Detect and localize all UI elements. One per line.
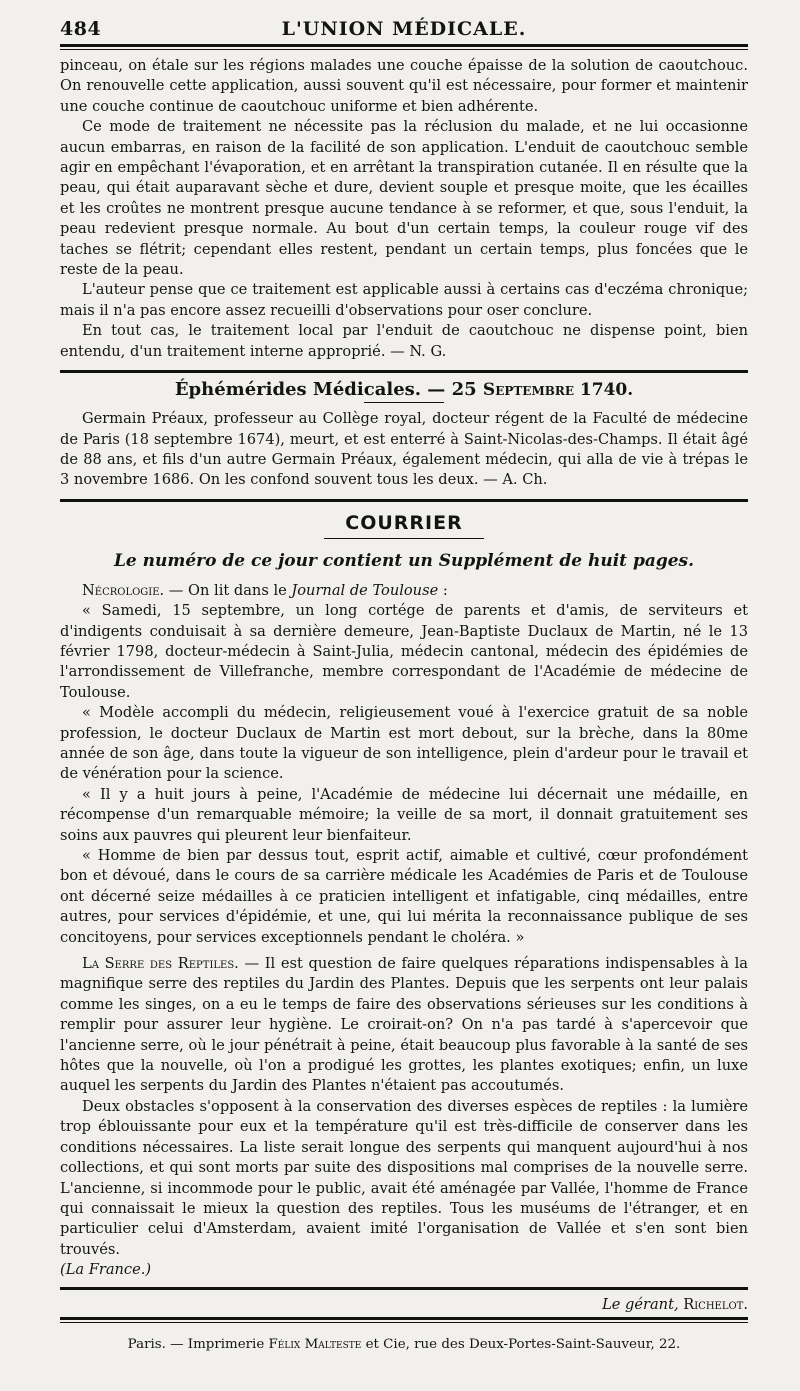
necrologie-lead: — On lit dans le: [164, 581, 292, 599]
imprint-printer: Félix Malteste: [268, 1336, 362, 1352]
serre-source-line: [60, 1260, 748, 1280]
supplement-notice: Le numéro de ce jour contient un Supplément de huit pages.: [113, 550, 695, 571]
section-rule-1: [60, 370, 748, 373]
page-number: 484: [60, 18, 102, 40]
intro-paragraph-1: pinceau, on étale sur les régions malades une couche épaisse de la solution de caoutchouc. On renouvelle cette application, aussi souvent qu'il est nécessaire, pour former et maintenir une couche continue de caoutchouc uniforme et bien adhérente.: [60, 57, 748, 115]
imprint-rest: et Cie, rue des Deux-Portes-Saint-Sauveur, 22.: [361, 1336, 681, 1352]
signature-label: Le gérant,: [602, 1295, 679, 1313]
signature: [60, 1296, 748, 1313]
ephemerides-short-rule: [364, 402, 444, 403]
ephemerides-title-date: Septembre 1740.: [482, 380, 634, 401]
serre-text: — Il est question de faire quelques réparations indispensables à la magnifique serre des reptiles du Jardin des Plantes. Depuis que les serpents ont leur palais comme les singes, on a eu le temps de faire des observations sérieuses sur les conditions à remplir pour assurer leur hygiène. Le croirait-on? On n'a pas tardé à s'apercevoir que l'ancienne serre, où le jour pénétrait à peine, était beaucoup plus favorable à la santé de ses hôtes que la nouvelle, où l'on a prodigué les grottes, les plantes exotiques; enfin, un luxe auquel les serpents du Jardin des Plantes n'étaient pas accoutumés.: [60, 955, 748, 1095]
intro-paragraph-4: En tout cas, le traitement local par l'enduit de caoutchouc ne dispense point, bien entendu, d'un traitement interne approprié. — N. G.: [60, 322, 748, 360]
serre-paragraph-2: [60, 1097, 748, 1260]
ephemerides-title-text: Éphémérides Médicales. — 25: [174, 379, 477, 401]
ephemerides-title: [60, 379, 748, 400]
journal-title: L'UNION MÉDICALE.: [281, 18, 527, 40]
section-rule-2: [60, 499, 748, 502]
section-rule-3: [60, 1287, 748, 1290]
necrologie-paragraph-4: « Homme de bien par dessus tout, esprit actif, aimable et cultivé, cœur profondément bon et dévoué, dans le cours de sa carrière médicale les Académies de Paris et de Toulouse ont décerné seize médailles à ce praticien intelligent et infatigable, cinq médailles, entre autres, pour services d'épidémie, et une, qui lui mérita la reconnaissance publique de ses concitoyens, pour services exceptionnels pendant le choléra. »: [60, 847, 748, 946]
necrologie-paragraph-2: « Modèle accompli du médecin, religieusement voué à l'exercice gratuit de sa noble profession, le docteur Duclaux de Martin est mort debout, sur la brèche, dans la 80me année de son âge, dans toute la vigueur de son intelligence, plein d'ardeur pour le travail et de vénération pour la science.: [60, 704, 748, 783]
serre-text-2: Deux obstacles s'opposent à la conservation des diverses espèces de reptiles : la lumière trop éblouissante pour eux et la température qu'il est très-difficile de conserver dans les conditions nécessaires. La liste serait longue des serpents qui manquent aujourd'hui à nos collections, et qui sont morts par suite des dispositions mal comprises de la nouvelle serre. L'ancienne, si incommode pour le public, avait été aménagée par Vallée, l'homme de France qui connaissait le mieux la question des reptiles. Tous les muséums de l'étranger, et en particulier celui d'Amsterdam, avaient imité l'organisation de Vallée et s'en sont bien trouvés.: [60, 1097, 748, 1258]
serre-section: [60, 954, 748, 1281]
necrologie-section: [60, 581, 748, 948]
necrologie-paragraph-3: « Il y a huit jours à peine, l'Académie de médecine lui décernait une médaille, en récompense d'un remarquable mémoire; la veille de sa mort, il donnait gratuitement ses soins aux pauvres qui pleurent leur bienfaiteur.: [60, 785, 748, 844]
signature-name: Richelot.: [683, 1295, 748, 1313]
footer-rule: [60, 1317, 748, 1323]
serre-source: (La France.): [60, 1261, 152, 1279]
necrologie-intro: [60, 581, 748, 601]
serre-paragraph-1: [60, 954, 748, 1097]
intro-paragraph-2: Ce mode de traitement ne nécessite pas la réclusion du malade, et ne lui occasionne aucun embarras, en raison de la facilité de son application. L'enduit de caoutchouc semble agir en empêchant l'évaporation, et en arrêtant la transpiration cutanée. Il en résulte que la peau, qui était auparavant sèche et dure, devient souple et presque moite, que les écailles et les croûtes ne montrent presque aucune tendance à se reformer, et que, sous l'enduit, la peau redevient presque normale. Au bout d'un certain temps, la couleur rouge vif des taches se flétrit; cependant elles restent, pendant un certain temps, plus foncées que le reste de la peau.: [60, 118, 748, 279]
necrologie-source: Journal de Toulouse: [291, 581, 439, 599]
necrologie-lead-end: :: [438, 581, 448, 599]
necrologie-label: Nécrologie.: [82, 581, 165, 599]
serre-label: La Serre des Reptiles.: [82, 955, 239, 973]
intro-paragraph-3: L'auteur pense que ce traitement est applicable aussi à certains cas d'eczéma chronique; mais il n'a pas encore assez recueilli d'observations pour oser conclure.: [60, 281, 748, 319]
page-header: [60, 0, 748, 44]
necrologie-paragraph-1: « Samedi, 15 septembre, un long cortége de parents et d'amis, de serviteurs et d'indigents conduisait à sa dernière demeure, Jean-Baptiste Duclaux de Martin, né le 13 février 1798, docteur-médecin à Saint-Julia, médecin cantonal, médecin des épidémies de l'arrondissement de Villefranche, membre correspondant de l'Académie de médecine de Toulouse.: [60, 602, 748, 701]
courrier-short-rule: [324, 538, 484, 539]
intro-article: [60, 56, 748, 362]
ephemerides-text: Germain Préaux, professeur au Collège royal, docteur régent de la Faculté de médecine de Paris (18 septembre 1674), meurt, et est enterré à Saint-Nicolas-des-Champs. Il était âgé de 88 ans, et fils d'un autre Germain Préaux, également médecin, qui alla de vie à trépas le 3 novembre 1686. On les confond souvent tous les deux. — A. Ch.: [60, 410, 748, 489]
imprint-lead: Paris. — Imprimerie: [127, 1336, 269, 1352]
courrier-heading: COURRIER: [345, 511, 463, 534]
imprint-footer: [60, 1337, 748, 1352]
